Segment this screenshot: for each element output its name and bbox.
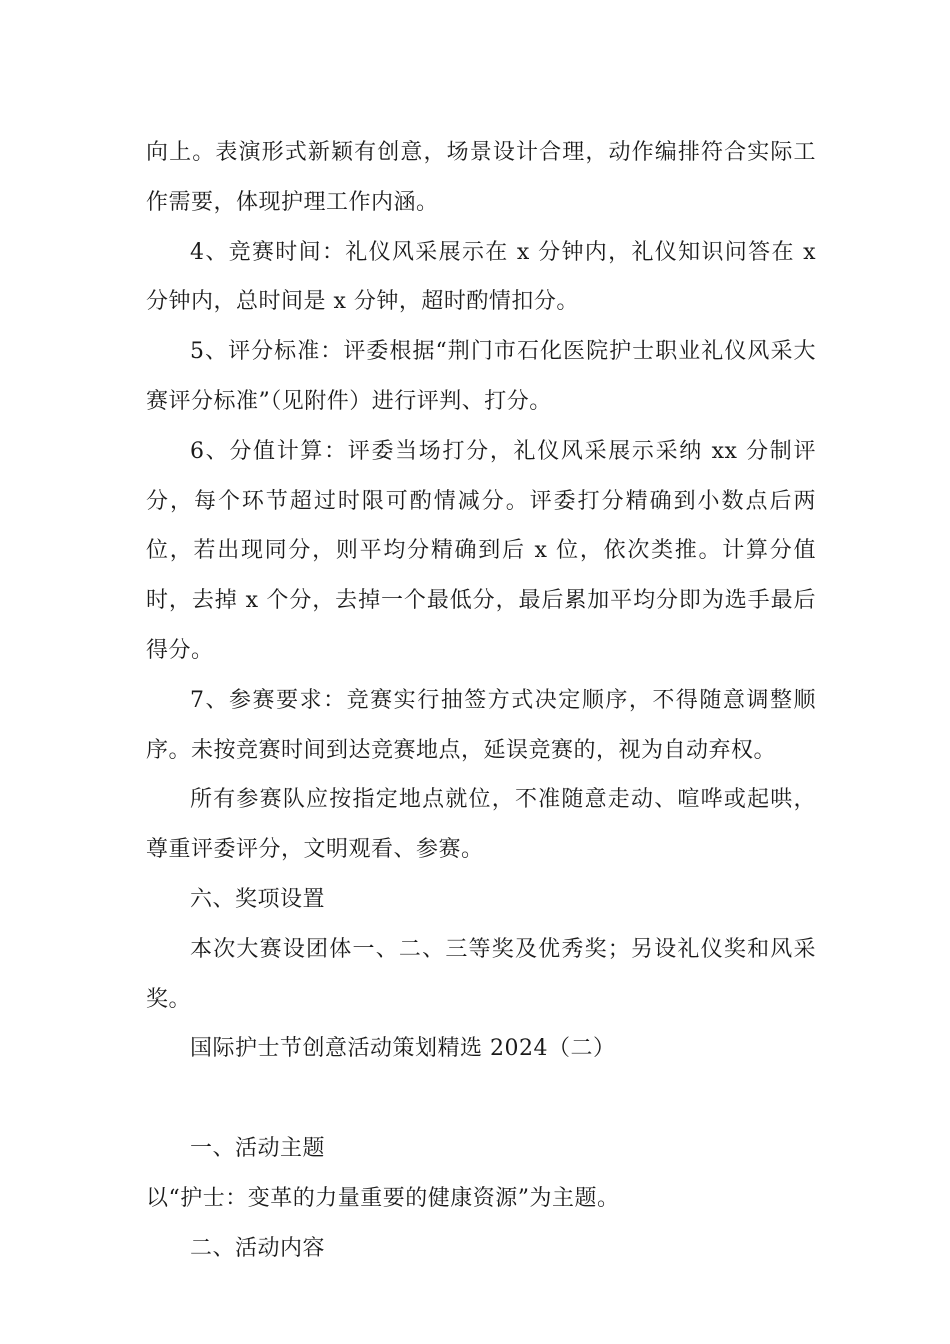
paragraph-conduct-rules: 所有参赛队应按指定地点就位，不准随意走动、喧哗或起哄，尊重评委评分，文明观看、参赛。 xyxy=(146,787,816,863)
section-heading-theme: 一、活动主题 xyxy=(190,1135,326,1161)
paragraph-continuation: 向上。表演形式新颖有创意，场景设计合理，动作编排符合实际工作需要，体现护理工作内涵。 xyxy=(146,140,816,215)
paragraph-awards: 本次大赛设团体一、二、三等奖及优秀奖；另设礼仪奖和风采奖。 xyxy=(146,936,816,1012)
paragraph-score-calculation: 6、分值计算：评委当场打分，礼仪风采展示采纳 xx 分制评分，每个环节超过时限可酌情减分。评委打分精确到小数点后两位，若出现同分，则平均分精确到后 x 位，依次类推。计算分值时，去掉 x 个分，去掉一个最低分，最后累加平均分即为选手最后得分。 xyxy=(146,438,816,663)
paragraph-theme: 以“护士：变革的力量重要的健康资源”为主题。 xyxy=(146,1185,620,1211)
paragraph-competition-time: 4、竞赛时间：礼仪风采展示在 x 分钟内，礼仪知识问答在 x 分钟内，总时间是 x 分钟，超时酌情扣分。 xyxy=(146,239,816,315)
paragraph-scoring-standard: 5、评分标准：评委根据“荆门市石化医院护士职业礼仪风采大赛评分标准”（见附件）进行评判、打分。 xyxy=(146,339,816,414)
blank-line xyxy=(146,1074,816,1124)
paragraph-participation-requirements: 7、参赛要求：竞赛实行抽签方式决定顺序，不得随意调整顺序。未按竞赛时间到达竞赛地点，延误竞赛的，视为自动弃权。 xyxy=(146,687,816,763)
document-body xyxy=(146,128,816,1273)
section-heading-awards: 六、奖项设置 xyxy=(190,886,326,912)
section-title-plan-two: 国际护士节创意活动策划精选 2024（二） xyxy=(190,1036,616,1062)
section-heading-content: 二、活动内容 xyxy=(190,1235,326,1261)
